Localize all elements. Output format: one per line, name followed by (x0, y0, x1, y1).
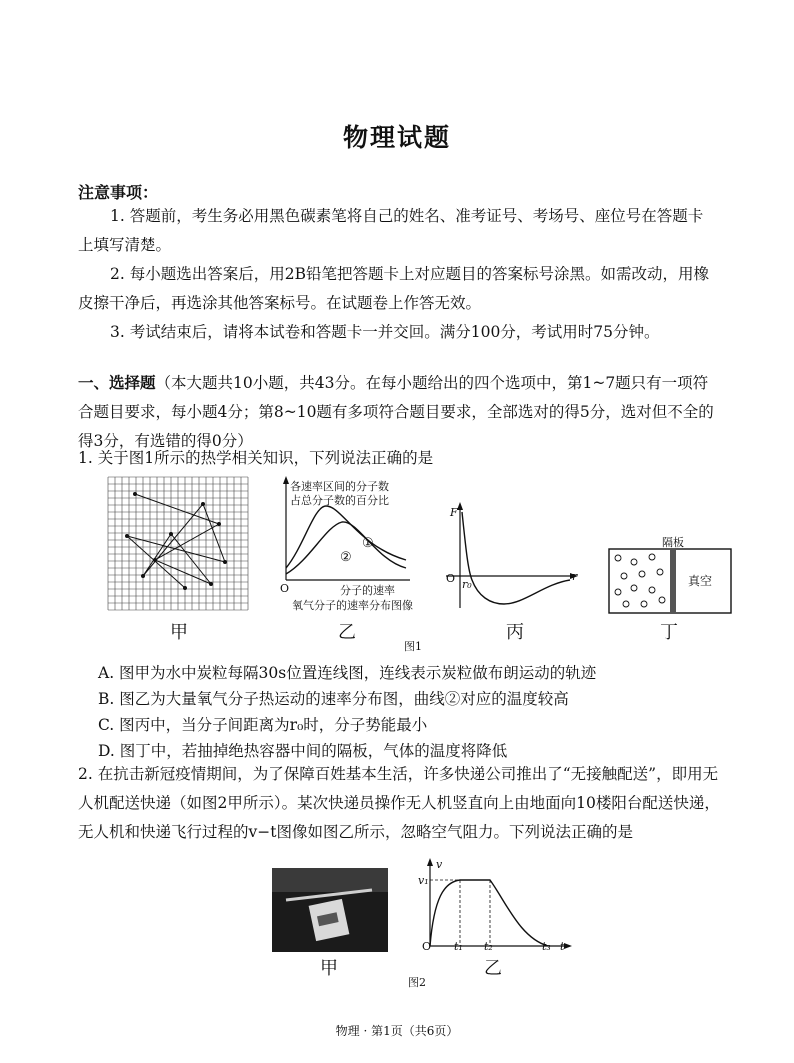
figure-label-ding: 丁 (660, 622, 678, 643)
figure-1-yi-ylabel-2: 占总分子数的百分比 (290, 494, 389, 507)
notice-item-3: 3. 考试结束后，请将本试卷和答题卡一并交回。满分100分，考试用时75分钟。 (110, 323, 660, 341)
question-1-option-a: A. 图甲为水中炭粒每隔30s位置连线图，连线表示炭粒做布朗运动的轨迹 (98, 664, 597, 682)
figure-1-bing-origin: O (446, 572, 456, 585)
section-1 (78, 368, 718, 456)
page-title: 物理试题 (342, 123, 451, 152)
question-1-stem: 1. 关于图1所示的热学相关知识，下列说法正确的是 (78, 449, 434, 467)
figure-1-caption: 图1 (404, 640, 422, 653)
figure-2-caption: 图2 (408, 976, 426, 989)
figure-2-jia-drone-photo (272, 868, 388, 952)
figure-label-bing: 丙 (506, 622, 524, 643)
figure-2-label-jia: 甲 (320, 958, 338, 979)
question-1-option-b: B. 图乙为大量氧气分子热运动的速率分布图，曲线②对应的温度较高 (98, 690, 569, 708)
figure-1-bing-force-curve (440, 500, 580, 612)
figure-1-jia-grid (107, 476, 249, 612)
section-heading: 一、选择题 (78, 373, 156, 392)
figure-2-yi-t3: t₃ (542, 940, 551, 953)
figure-1-yi-ylabel-1: 各速率区间的分子数 (290, 480, 389, 493)
figure-1-yi-curve-1-label: ① (362, 536, 374, 551)
figure-1-bing-ylabel: F (450, 506, 458, 519)
figure-2-yi-v1: v₁ (418, 874, 429, 887)
notice-item-2: 2. 每小题选出答案后，用2B铅笔把答题卡上对应题目的答案标号涂黑。如需改动，用橡皮擦干净后，再选涂其他答案标号。在试题卷上作答无效。 (78, 265, 709, 312)
figure-2-label-yi: 乙 (484, 958, 502, 979)
figure-1-yi-curve-2-label: ② (340, 550, 352, 565)
figure-label-jia: 甲 (170, 622, 188, 643)
figure-1-yi-xlabel: 分子的速率 (340, 584, 395, 597)
question-1-option-d: D. 图丁中，若抽掉绝热容器中间的隔板，气体的温度将降低 (98, 742, 508, 760)
figure-2-yi-t2: t₂ (484, 940, 493, 953)
figure-2-yi-ylabel: v (436, 858, 443, 871)
figure-2-yi-origin: O (422, 940, 432, 953)
page-footer: 物理 · 第1页（共6页） (335, 1024, 459, 1038)
question-2-stem: 2. 在抗击新冠疫情期间，为了保障百姓基本生活，许多快递公司推出了“无接触配送”，即用无人机配送快递（如图2甲所示）。某次快递员操作无人机竖直向上由地面向10楼阳台配送快递，无人机和快递飞行过程的v−t图像如图乙所示，忽略空气阻力。下列说法正确的是 (78, 765, 720, 841)
figure-1-bing-xlabel: r (572, 570, 578, 583)
figure-2-yi-xlabel: t (560, 940, 565, 953)
notice-heading: 注意事项： (78, 183, 159, 202)
section-description: （本大题共10小题，共43分。在每小题给出的四个选项中，第1~7题只有一项符合题目要求，每小题4分；第8~10题有多项符合题目要求，全部选对的得5分，选对但不全的得3分，有选错的得0分） (78, 374, 714, 450)
figure-2-yi-vt-graph (418, 858, 574, 950)
figure-1-yi-caption: 氧气分子的速率分布图像 (292, 599, 413, 612)
figure-label-yi: 乙 (338, 622, 356, 643)
figure-1-ding-vacuum-label: 真空 (688, 574, 713, 588)
figure-1-bing-r0: r₀ (462, 578, 472, 591)
figure-1-ding-partition-label: 隔板 (662, 536, 684, 549)
figure-2-yi-t1: t₁ (454, 940, 463, 953)
figure-1-yi-origin: O (280, 582, 290, 595)
notice-item-1: 1. 答题前，考生务必用黑色碳素笔将自己的姓名、准考证号、考场号、座位号在答题卡上填写清楚。 (78, 207, 704, 254)
question-1-option-c: C. 图丙中，当分子间距离为r₀时，分子势能最小 (98, 716, 428, 734)
figure-1-ding-container (608, 548, 732, 614)
